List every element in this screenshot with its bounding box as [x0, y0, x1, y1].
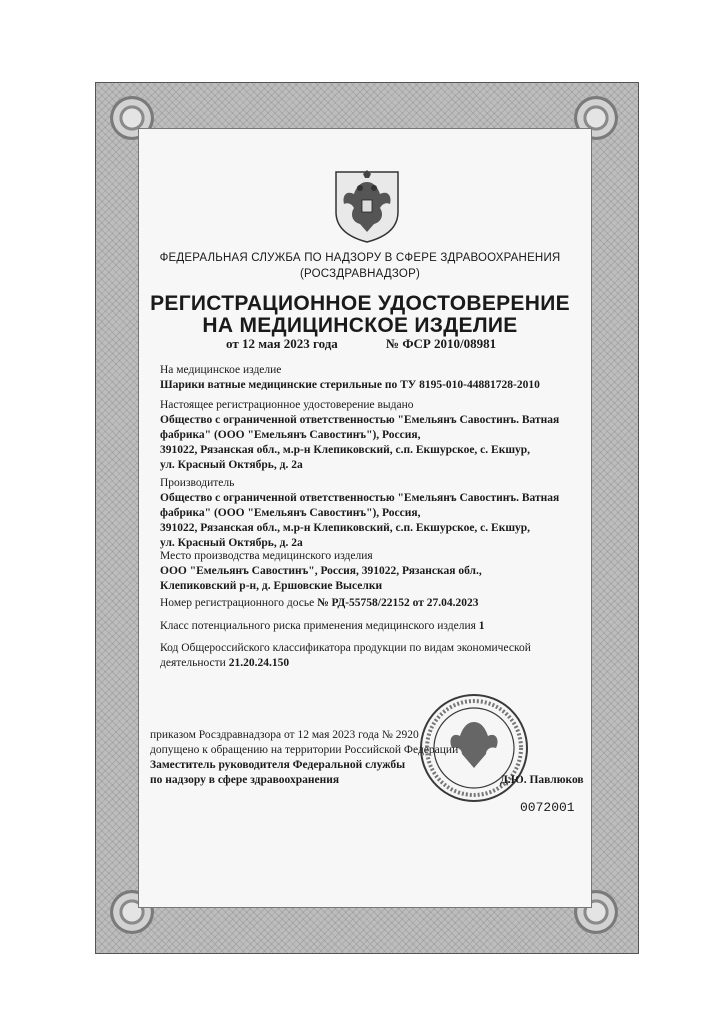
certificate-number: № ФСР 2010/08981 — [386, 336, 497, 351]
manufacturer-line: 391022, Рязанская обл., м.р-н Клепиковский, с.п. Екшурское, с. Екшур, — [160, 522, 531, 534]
manufacturer-label: Производитель — [160, 477, 235, 489]
okpd-label: Код Общероссийского классификатора продукции по видам экономической — [160, 642, 531, 654]
issued-to-line: фабрика" (ООО "Емельянъ Савостинъ"), Россия, — [160, 429, 421, 441]
agency-short-name: (РОСЗДРАВНАДЗОР) — [300, 268, 420, 280]
signatory-position-continued: по надзору в сфере здравоохранения — [150, 774, 340, 786]
issued-to-line: Общество с ограниченной ответственностью "Емельянъ Савостинъ. Ватная — [160, 414, 560, 426]
manufacturer-section — [160, 476, 570, 551]
production-site-section — [160, 549, 570, 594]
risk-class-label: Класс потенциального риска применения медицинского изделия — [160, 620, 476, 632]
manufacturer-line: ул. Красный Октябрь, д. 2а — [160, 537, 303, 549]
document-subtitle: НА МЕДИЦИНСКОЕ ИЗДЕЛИЕ — [202, 314, 518, 337]
okpd-section — [160, 641, 570, 671]
issued-to-label: Настоящее регистрационное удостоверение выдано — [160, 399, 414, 411]
coat-of-arms-icon — [330, 166, 404, 244]
issue-date: от 12 мая 2023 года — [226, 336, 338, 351]
manufacturer-line: фабрика" (ООО "Емельянъ Савостинъ"), Россия, — [160, 507, 421, 519]
production-site-line: ООО "Емельянъ Савостинъ", Россия, 391022, Рязанская обл., — [160, 565, 482, 577]
document-title: РЕГИСТРАЦИОННОЕ УДОСТОВЕРЕНИЕ — [150, 292, 570, 315]
agency-name: ФЕДЕРАЛЬНАЯ СЛУЖБА ПО НАДЗОРУ В СФЕРЕ ЗДРАВООХРАНЕНИЯ — [159, 252, 561, 264]
dossier-section — [160, 596, 570, 611]
dossier-number: № РД-55758/22152 от 27.04.2023 — [317, 597, 479, 609]
risk-class-section — [160, 619, 570, 634]
issued-to-section — [160, 398, 570, 473]
device-section — [160, 363, 570, 393]
serial-number: 0072001 — [520, 800, 575, 815]
issued-to-line: 391022, Рязанская обл., м.р-н Клепиковский, с.п. Екшурское, с. Екшур, — [160, 444, 531, 456]
device-label: На медицинское изделие — [160, 364, 282, 376]
manufacturer-line: Общество с ограниченной ответственностью "Емельянъ Савостинъ. Ватная — [160, 492, 560, 504]
signatory-position: Заместитель руководителя Федеральной службы — [150, 759, 406, 771]
order-reference: приказом Росздравнадзора от 12 мая 2023 года № 2920 — [150, 729, 419, 741]
production-site-label: Место производства медицинского изделия — [160, 550, 373, 562]
dossier-label: Номер регистрационного досье — [160, 597, 315, 609]
risk-class-value: 1 — [478, 620, 485, 632]
production-site-line: Клепиковский р-н, д. Ершовские Выселки — [160, 580, 383, 592]
admission-note: допущено к обращению на территории Российской Федерации — [150, 744, 459, 756]
issued-to-line: ул. Красный Октябрь, д. 2а — [160, 459, 303, 471]
okpd-code: 21.20.24.150 — [228, 657, 290, 669]
signatory-name: Д.Ю. Павлюков — [500, 774, 584, 786]
device-name: Шарики ватные медицинские стерильные по ТУ 8195-010-44881728-2010 — [160, 379, 540, 391]
okpd-label-continued: деятельности — [160, 657, 226, 669]
